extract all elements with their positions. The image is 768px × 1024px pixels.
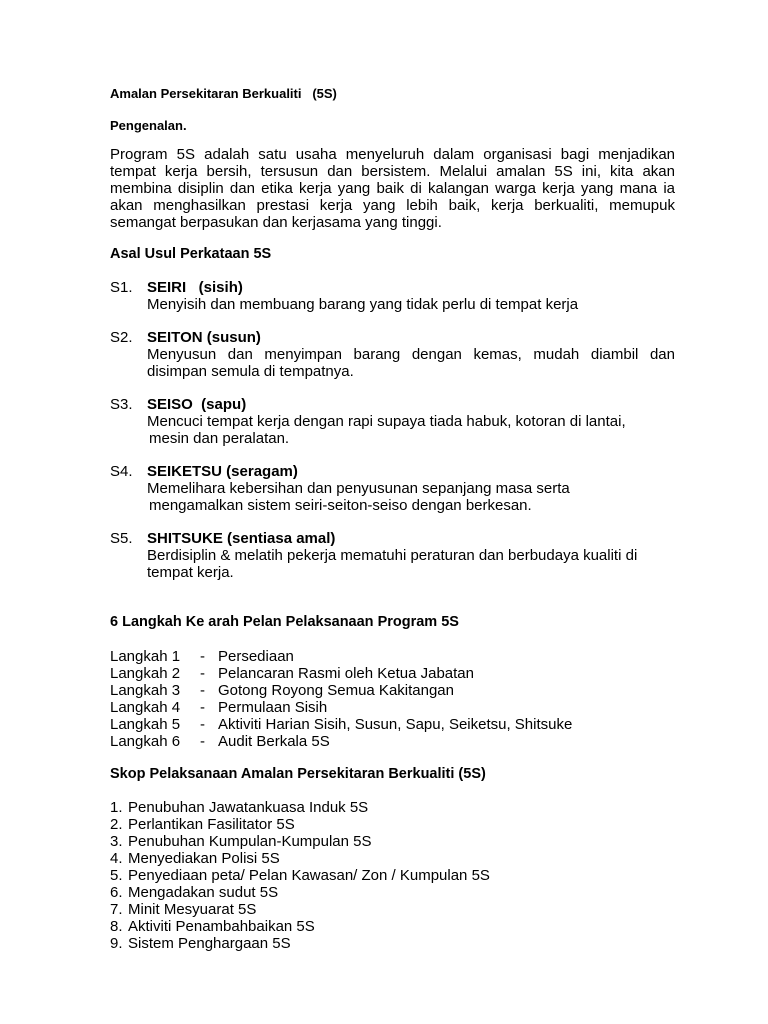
origin-heading: Asal Usul Perkataan 5S [110, 246, 272, 262]
step-dash: - [200, 665, 205, 682]
list-item [110, 682, 675, 699]
step-dash: - [200, 716, 205, 733]
list-item [110, 901, 675, 918]
list-item [110, 799, 675, 816]
s-code: S1. [110, 279, 133, 296]
step-text: Persediaan [218, 648, 294, 665]
scope-number: 7. [110, 901, 123, 918]
scope-list [110, 799, 675, 952]
scope-text: Mengadakan sudut 5S [128, 884, 279, 901]
scope-number: 3. [110, 833, 123, 850]
s-desc-line: mengamalkan sistem seiri-seiton-seiso dengan berkesan. [149, 497, 532, 514]
s-item-seiketsu [110, 463, 675, 514]
list-item [110, 716, 675, 733]
s-name: SEISO (sapu) [147, 396, 247, 413]
s-code: S3. [110, 396, 133, 413]
intro-paragraph: Program 5S adalah satu usaha menyeluruh dalam organisasi bagi menjadikan tempat kerja bersih, tersusun dan bersistem. Melalui amalan 5S ini, kita akan membina disiplin dan etika kerja yang baik di kalangan warga kerja yang mana ia akan menghasilkan prestasi kerja yang lebih baik, kerja berkualiti, memupuk semangat berpasukan dan kerjasama yang tinggi. [110, 146, 675, 231]
list-item [110, 665, 675, 682]
s-name: SEIKETSU (seragam) [147, 463, 298, 480]
step-text: Audit Berkala 5S [218, 733, 330, 750]
scope-text: Minit Mesyuarat 5S [128, 901, 257, 918]
step-dash: - [200, 648, 205, 665]
scope-number: 2. [110, 816, 123, 833]
intro-heading: Pengenalan. [110, 118, 187, 133]
list-item [110, 867, 675, 884]
step-text: Pelancaran Rasmi oleh Ketua Jabatan [218, 665, 474, 682]
scope-text: Menyediakan Polisi 5S [128, 850, 280, 867]
steps-heading: 6 Langkah Ke arah Pelan Pelaksanaan Program 5S [110, 614, 459, 630]
s-item-seiton [110, 329, 675, 380]
list-item [110, 884, 675, 901]
step-dash: - [200, 699, 205, 716]
scope-text: Penubuhan Kumpulan-Kumpulan 5S [128, 833, 372, 850]
scope-text: Sistem Penghargaan 5S [128, 935, 291, 952]
step-text: Gotong Royong Semua Kakitangan [218, 682, 454, 699]
scope-text: Penyediaan peta/ Pelan Kawasan/ Zon / Kumpulan 5S [128, 867, 490, 884]
list-item [110, 816, 675, 833]
s-desc-line: Mencuci tempat kerja dengan rapi supaya tiada habuk, kotoran di lantai, [147, 413, 626, 430]
step-label: Langkah 4 [110, 699, 181, 716]
s-desc-line: Memelihara kebersihan dan penyusunan sepanjang masa serta [147, 480, 570, 497]
list-item [110, 833, 675, 850]
s-list [110, 279, 675, 581]
document-title: Amalan Persekitaran Berkualiti (5S) [110, 86, 337, 101]
steps-list [110, 648, 675, 750]
s-item-seiso [110, 396, 675, 447]
step-label: Langkah 3 [110, 682, 181, 699]
scope-number: 9. [110, 935, 123, 952]
step-dash: - [200, 733, 205, 750]
list-item [110, 648, 675, 665]
scope-number: 6. [110, 884, 123, 901]
scope-text: Aktiviti Penambahbaikan 5S [128, 918, 315, 935]
scope-number: 4. [110, 850, 123, 867]
step-label: Langkah 5 [110, 716, 181, 733]
s-desc-line: mesin dan peralatan. [149, 430, 290, 447]
document-page [110, 85, 675, 952]
list-item [110, 918, 675, 935]
s-desc: Menyisih dan membuang barang yang tidak perlu di tempat kerja [147, 296, 579, 313]
scope-number: 5. [110, 867, 123, 884]
s-item-seiri [110, 279, 675, 313]
list-item [110, 733, 675, 750]
s-name: SEITON (susun) [147, 329, 261, 346]
s-name: SHITSUKE (sentiasa amal) [147, 530, 336, 547]
step-label: Langkah 6 [110, 733, 181, 750]
s-item-shitsuke [110, 530, 675, 581]
scope-text: Penubuhan Jawatankuasa Induk 5S [128, 799, 369, 816]
step-text: Permulaan Sisih [218, 699, 328, 716]
list-item [110, 935, 675, 952]
list-item [110, 699, 675, 716]
s-code: S4. [110, 463, 133, 480]
step-text: Aktiviti Harian Sisih, Susun, Sapu, Seiketsu, Shitsuke [218, 716, 573, 733]
step-label: Langkah 2 [110, 665, 181, 682]
s-desc: Menyusun dan menyimpan barang dengan kemas, mudah diambil dan disimpan semula di tempatnya. [147, 346, 675, 380]
s-code: S5. [110, 530, 133, 547]
scope-number: 8. [110, 918, 123, 935]
step-dash: - [200, 682, 205, 699]
scope-heading: Skop Pelaksanaan Amalan Persekitaran Berkualiti (5S) [110, 766, 486, 782]
s-code: S2. [110, 329, 133, 346]
scope-number: 1. [110, 799, 123, 816]
step-label: Langkah 1 [110, 648, 181, 665]
s-name: SEIRI (sisih) [147, 279, 243, 296]
list-item [110, 850, 675, 867]
scope-text: Perlantikan Fasilitator 5S [128, 816, 295, 833]
s-desc: Berdisiplin & melatih pekerja mematuhi peraturan dan berbudaya kualiti di tempat kerja. [147, 547, 638, 581]
